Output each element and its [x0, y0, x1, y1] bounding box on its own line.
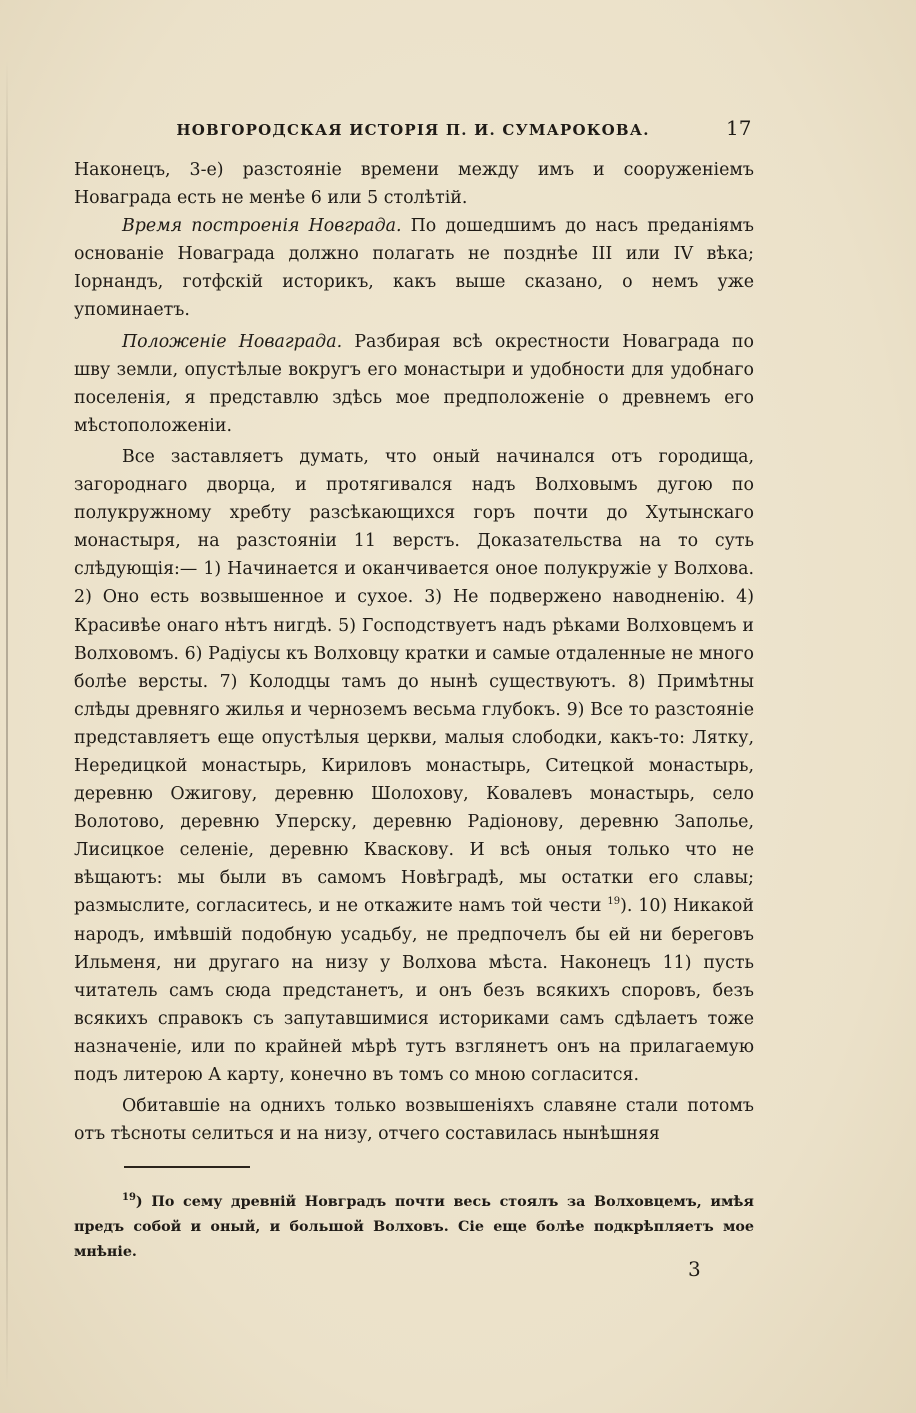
footnote-text: ) По сему древній Новградъ почти весь стоялъ за Волховцемъ, имѣя предъ собой и оный, и большой Волховъ. Сіе еще болѣе подкрѣпляетъ мое мнѣніе.	[74, 1194, 754, 1260]
paragraph-4	[74, 443, 754, 1089]
signature-mark: 3	[688, 1257, 701, 1281]
paragraph-text: Наконецъ, 3-е) разстояніе времени между имъ и сооруженіемъ Новаграда есть не менѣе 6 или 5 столѣтій.	[74, 160, 754, 209]
paragraph-text: Обитавшіе на однихъ только возвышеніяхъ славяне стали потомъ отъ тѣсноты селиться и на низу, отчего составилась нынѣшняя	[74, 1096, 754, 1145]
paragraph-3	[74, 328, 754, 440]
section-heading-location: Положеніе Новаграда.	[122, 331, 343, 352]
paragraph-1	[74, 156, 754, 212]
paragraph-2	[74, 212, 754, 324]
section-heading-founding: Время построенія Новграда.	[122, 216, 402, 237]
paragraph-text: Разбирая всѣ окрестности Новаграда по шву земли, опустѣлые вокругъ его монастыри и удобности для удобнаго поселенія, я представлю здѣсь мое предположеніе о древнемъ его мѣстоположеніи.	[74, 331, 754, 436]
paragraph-text: Все заставляетъ думать, что оный начинался отъ городища, загороднаго дворца, и протягивался надъ Волховымъ дугою по полукружному хребту разсѣкающихся горъ почти до Хутынскаго монастыря, на разстояніи 11 верстъ. Доказательства на то суть слѣдующія:— 1) Начинается и оканчивается оное полукружіе у Волхова. 2) Оно есть возвышенное и сухое. 3) Не подвержено наводненію. 4) Красивѣе онаго нѣтъ нигдѣ. 5) Господствуетъ надъ рѣками Волховцемъ и Волховомъ. 6) Радіусы къ Волховцу кратки и самые отдаленные не много болѣе версты. 7) Колодцы тамъ до нынѣ существуютъ. 8) Примѣтны слѣды древняго жилья и черноземъ весьма глубокъ. 9) Все то разстояніе представляетъ еще опустѣлыя церкви, малыя слободки, какъ-то: Лятку, Нередицкой монастырь, Кириловъ монастырь, Ситецкой монастырь, деревню Ожигову, деревню Шолохову, Ковалевъ монастырь, село Волотово, деревню Уперску, деревню Радіонову, деревню Заполье, Лисицкое селеніе, деревню Кваскову. И всѣ оныя только что не вѣщаютъ: мы были въ самомъ Новѣградѣ, мы остатки его славы; размыслите, согласитесь, и не откажите намъ той чести	[74, 446, 754, 917]
footnote-divider	[124, 1166, 250, 1168]
footnote	[74, 1190, 754, 1265]
body-text	[74, 156, 754, 1148]
page-edge-shadow	[6, 60, 8, 1390]
page-number: 17	[726, 116, 752, 140]
paragraph-5	[74, 1092, 754, 1148]
footnote-marker: 19	[122, 1192, 136, 1204]
paragraph-text: По дошедшимъ до насъ преданіямъ основаніе Новаграда должно полагать не позднѣе III или IV вѣка; Іорнандъ, готфскій историкъ, какъ выше сказано, о немъ уже упоминаетъ.	[74, 216, 754, 321]
page-header	[74, 118, 752, 144]
footnote-reference: 19	[607, 896, 621, 908]
running-head: НОВГОРОДСКАЯ ИСТОРІЯ П. И. СУМАРОКОВА.	[176, 121, 650, 139]
paragraph-text-continued: ). 10) Никакой народъ, имѣвшій подобную усадьбу, не предпочелъ бы ей ни береговъ Ильменя, ни другаго на низу у Волхова мѣста. Наконецъ 11) пусть читатель самъ сюда предстанетъ, и онъ безъ всякихъ споровъ, безъ всякихъ справокъ съ запутавшимися историками самъ сдѣлаетъ тоже назначеніе, или по крайней мѣрѣ тутъ взглянетъ онъ на прилагаемую подъ литерою А карту, конечно въ томъ со мною согласится.	[74, 896, 754, 1085]
